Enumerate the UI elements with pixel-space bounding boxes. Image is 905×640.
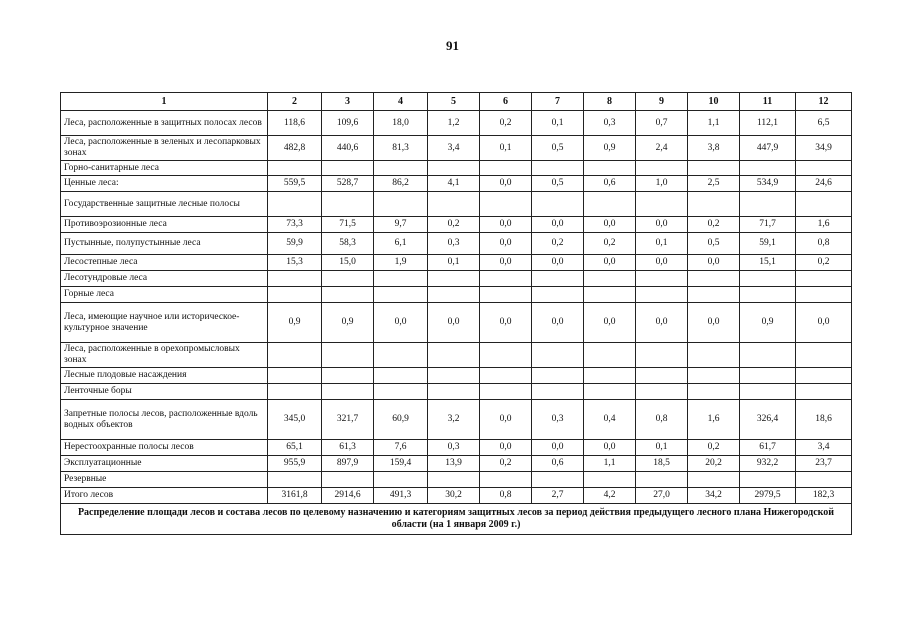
table-cell: 15,3 <box>268 255 322 271</box>
table-cell: 112,1 <box>740 111 796 136</box>
table-cell: 2,5 <box>688 176 740 192</box>
table-cell: 0,0 <box>796 303 852 343</box>
column-header: 5 <box>428 93 480 111</box>
table-cell <box>428 368 480 384</box>
table-row <box>61 384 852 400</box>
table-cell <box>584 287 636 303</box>
table-cell <box>480 472 532 488</box>
table-cell: 0,2 <box>428 217 480 233</box>
table-row <box>61 176 852 192</box>
column-header: 9 <box>636 93 688 111</box>
table-cell <box>636 472 688 488</box>
table-cell: 65,1 <box>268 440 322 456</box>
table-cell: 24,6 <box>796 176 852 192</box>
table-cell <box>428 192 480 217</box>
table-cell <box>688 472 740 488</box>
table-cell: 58,3 <box>322 233 374 255</box>
table-cell: 0,9 <box>740 303 796 343</box>
table-cell: 61,3 <box>322 440 374 456</box>
row-label: Леса, расположенные в зеленых и лесопарковых зонах <box>61 136 268 161</box>
row-label: Горные леса <box>61 287 268 303</box>
table-cell: 0,0 <box>480 303 532 343</box>
table-cell: 0,0 <box>480 233 532 255</box>
table-cell <box>322 384 374 400</box>
table-cell: 0,3 <box>584 111 636 136</box>
table-cell <box>480 343 532 368</box>
row-label: Пустынные, полупустынные леса <box>61 233 268 255</box>
table-cell <box>740 343 796 368</box>
table-cell <box>796 161 852 176</box>
table-row <box>61 368 852 384</box>
table-cell <box>796 384 852 400</box>
table-cell: 0,2 <box>688 217 740 233</box>
table-cell: 0,0 <box>636 303 688 343</box>
table-cell <box>322 472 374 488</box>
table-cell: 0,3 <box>428 440 480 456</box>
table-cell <box>480 384 532 400</box>
table-cell <box>740 161 796 176</box>
table-cell: 0,1 <box>532 111 584 136</box>
row-label: Эксплуатационные <box>61 456 268 472</box>
table-caption: Распределение площади лесов и состава лесов по целевому назначению и категориям защитных лесов за период действия предыдущего лесного плана Нижегородской области (на 1 января 2009 г.) <box>61 504 852 535</box>
table-cell <box>796 343 852 368</box>
table-cell: 1,0 <box>636 176 688 192</box>
table-cell <box>636 368 688 384</box>
table-cell: 60,9 <box>374 400 428 440</box>
table-cell <box>636 287 688 303</box>
table-cell: 1,6 <box>688 400 740 440</box>
table-cell: 81,3 <box>374 136 428 161</box>
table-row <box>61 233 852 255</box>
table-cell <box>322 271 374 287</box>
table-cell: 0,8 <box>796 233 852 255</box>
table-row <box>61 440 852 456</box>
table-cell: 0,5 <box>688 233 740 255</box>
table-cell: 18,0 <box>374 111 428 136</box>
row-label: Резервные <box>61 472 268 488</box>
table-row <box>61 472 852 488</box>
table-cell <box>480 271 532 287</box>
column-header: 1 <box>61 93 268 111</box>
table-cell <box>428 271 480 287</box>
table-cell <box>480 368 532 384</box>
table-cell: 1,9 <box>374 255 428 271</box>
row-label: Итого лесов <box>61 488 268 504</box>
row-label: Леса, расположенные в защитных полосах лесов <box>61 111 268 136</box>
table-cell: 59,9 <box>268 233 322 255</box>
table-cell <box>796 368 852 384</box>
table-cell: 955,9 <box>268 456 322 472</box>
table-cell <box>688 192 740 217</box>
table-cell <box>374 384 428 400</box>
table-cell <box>480 287 532 303</box>
table-cell: 0,0 <box>532 303 584 343</box>
table-cell <box>584 192 636 217</box>
table-cell <box>322 192 374 217</box>
table-cell <box>268 343 322 368</box>
table-cell: 0,2 <box>480 456 532 472</box>
column-header: 12 <box>796 93 852 111</box>
table-cell: 71,7 <box>740 217 796 233</box>
table-cell: 0,0 <box>584 303 636 343</box>
table-cell: 109,6 <box>322 111 374 136</box>
row-label: Противоэрозионные леса <box>61 217 268 233</box>
table-cell: 182,3 <box>796 488 852 504</box>
table-cell: 3,2 <box>428 400 480 440</box>
table-cell: 0,1 <box>636 440 688 456</box>
table-cell <box>322 287 374 303</box>
table-cell: 0,2 <box>688 440 740 456</box>
table-body <box>61 111 852 504</box>
table-cell <box>796 472 852 488</box>
table-cell <box>428 343 480 368</box>
table-cell: 0,1 <box>480 136 532 161</box>
table-row <box>61 488 852 504</box>
table-cell: 2,7 <box>532 488 584 504</box>
table-cell <box>688 161 740 176</box>
table-cell: 13,9 <box>428 456 480 472</box>
table-cell: 0,0 <box>532 440 584 456</box>
table-cell: 0,2 <box>480 111 532 136</box>
table-cell <box>532 368 584 384</box>
table-cell: 326,4 <box>740 400 796 440</box>
table-cell <box>428 287 480 303</box>
table-row <box>61 192 852 217</box>
table-cell <box>740 368 796 384</box>
table-cell <box>268 161 322 176</box>
row-label: Нерестоохранные полосы лесов <box>61 440 268 456</box>
table-cell: 0,0 <box>636 255 688 271</box>
table-cell: 0,0 <box>480 176 532 192</box>
table-cell: 0,5 <box>532 136 584 161</box>
table-cell: 20,2 <box>688 456 740 472</box>
table-cell: 0,0 <box>584 217 636 233</box>
table-cell: 118,6 <box>268 111 322 136</box>
table-cell: 3,4 <box>796 440 852 456</box>
table-cell <box>688 343 740 368</box>
table-cell: 1,1 <box>688 111 740 136</box>
table-cell <box>374 343 428 368</box>
table-cell: 0,5 <box>532 176 584 192</box>
table-cell: 0,6 <box>532 456 584 472</box>
table-cell <box>268 192 322 217</box>
table-cell <box>374 287 428 303</box>
table-cell: 27,0 <box>636 488 688 504</box>
table-cell: 0,0 <box>532 217 584 233</box>
column-header: 11 <box>740 93 796 111</box>
table-cell: 0,7 <box>636 111 688 136</box>
table-cell <box>636 192 688 217</box>
table-cell <box>374 368 428 384</box>
table-cell <box>796 192 852 217</box>
column-header: 6 <box>480 93 532 111</box>
table-cell: 440,6 <box>322 136 374 161</box>
table-row <box>61 271 852 287</box>
table-cell: 321,7 <box>322 400 374 440</box>
table-cell: 2,4 <box>636 136 688 161</box>
table-cell: 0,0 <box>480 400 532 440</box>
row-label: Ленточные боры <box>61 384 268 400</box>
table-cell <box>374 472 428 488</box>
column-header: 10 <box>688 93 740 111</box>
table-cell: 34,9 <box>796 136 852 161</box>
table-cell: 0,1 <box>636 233 688 255</box>
header-row <box>61 93 852 111</box>
forest-area-table <box>60 92 852 535</box>
table-cell <box>532 472 584 488</box>
column-header: 8 <box>584 93 636 111</box>
table-cell <box>428 161 480 176</box>
table-cell <box>322 368 374 384</box>
table-cell: 3,8 <box>688 136 740 161</box>
table-row <box>61 456 852 472</box>
table-cell: 0,2 <box>584 233 636 255</box>
row-label: Запретные полосы лесов, расположенные вдоль водных объектов <box>61 400 268 440</box>
table-cell <box>636 384 688 400</box>
table-cell: 0,0 <box>428 303 480 343</box>
table-cell: 0,9 <box>322 303 374 343</box>
table-cell: 0,0 <box>480 440 532 456</box>
table-cell <box>374 271 428 287</box>
table-cell <box>740 472 796 488</box>
table-cell: 482,8 <box>268 136 322 161</box>
table-cell: 0,2 <box>532 233 584 255</box>
table-cell <box>532 161 584 176</box>
table-cell <box>584 343 636 368</box>
table-cell: 0,9 <box>268 303 322 343</box>
table-cell <box>374 192 428 217</box>
table-cell <box>584 271 636 287</box>
table-cell <box>268 384 322 400</box>
column-header: 2 <box>268 93 322 111</box>
table-cell <box>584 384 636 400</box>
table-cell: 3161,8 <box>268 488 322 504</box>
table-cell: 86,2 <box>374 176 428 192</box>
table-cell: 447,9 <box>740 136 796 161</box>
table-cell <box>688 368 740 384</box>
table-row <box>61 400 852 440</box>
table-cell: 4,1 <box>428 176 480 192</box>
table-cell: 73,3 <box>268 217 322 233</box>
table-cell: 0,9 <box>584 136 636 161</box>
table-cell: 0,6 <box>584 176 636 192</box>
table-cell <box>322 161 374 176</box>
row-label: Лесостепные леса <box>61 255 268 271</box>
table-cell: 0,4 <box>584 400 636 440</box>
table-cell: 528,7 <box>322 176 374 192</box>
column-header: 7 <box>532 93 584 111</box>
table-cell: 1,1 <box>584 456 636 472</box>
row-label: Горно-санитарные леса <box>61 161 268 176</box>
table-cell: 1,6 <box>796 217 852 233</box>
column-header: 3 <box>322 93 374 111</box>
table-cell: 0,0 <box>374 303 428 343</box>
table-cell: 15,0 <box>322 255 374 271</box>
table-cell <box>480 192 532 217</box>
table-cell: 0,0 <box>480 217 532 233</box>
table-cell <box>268 368 322 384</box>
table-row <box>61 287 852 303</box>
table-cell: 9,7 <box>374 217 428 233</box>
table-cell: 34,2 <box>688 488 740 504</box>
table-cell: 345,0 <box>268 400 322 440</box>
table-cell: 6,5 <box>796 111 852 136</box>
table-cell <box>374 161 428 176</box>
table-cell: 30,2 <box>428 488 480 504</box>
table-cell <box>740 271 796 287</box>
row-label: Ценные леса: <box>61 176 268 192</box>
table-cell: 932,2 <box>740 456 796 472</box>
table-cell <box>584 472 636 488</box>
table-cell: 1,2 <box>428 111 480 136</box>
table-cell: 0,8 <box>636 400 688 440</box>
table-cell <box>428 472 480 488</box>
table-cell <box>322 343 374 368</box>
table-cell: 159,4 <box>374 456 428 472</box>
table-cell: 534,9 <box>740 176 796 192</box>
table-row <box>61 161 852 176</box>
table-cell <box>796 271 852 287</box>
table-row <box>61 217 852 233</box>
table-row <box>61 343 852 368</box>
row-label: Государственные защитные лесные полосы <box>61 192 268 217</box>
table-cell <box>688 271 740 287</box>
table-cell: 15,1 <box>740 255 796 271</box>
table-cell: 559,5 <box>268 176 322 192</box>
table-cell: 2979,5 <box>740 488 796 504</box>
table-cell <box>636 271 688 287</box>
table-cell: 2914,6 <box>322 488 374 504</box>
table-cell: 23,7 <box>796 456 852 472</box>
table-row <box>61 136 852 161</box>
table-cell: 0,8 <box>480 488 532 504</box>
table-cell <box>268 287 322 303</box>
table-row <box>61 111 852 136</box>
table-cell: 0,0 <box>480 255 532 271</box>
table-cell: 18,5 <box>636 456 688 472</box>
table-cell <box>532 287 584 303</box>
table-cell: 59,1 <box>740 233 796 255</box>
row-label: Лесотундровые леса <box>61 271 268 287</box>
table-cell: 897,9 <box>322 456 374 472</box>
table-cell: 491,3 <box>374 488 428 504</box>
table-cell <box>532 343 584 368</box>
column-header: 4 <box>374 93 428 111</box>
table-cell <box>796 287 852 303</box>
table-row <box>61 303 852 343</box>
table-cell <box>740 287 796 303</box>
table-cell: 0,2 <box>796 255 852 271</box>
table-cell <box>532 384 584 400</box>
table-cell: 0,0 <box>688 255 740 271</box>
table-cell <box>532 271 584 287</box>
table-cell <box>688 287 740 303</box>
table-cell <box>740 192 796 217</box>
table-row <box>61 255 852 271</box>
table-cell: 0,0 <box>532 255 584 271</box>
table-cell: 18,6 <box>796 400 852 440</box>
table-cell: 0,3 <box>428 233 480 255</box>
table-cell: 0,0 <box>688 303 740 343</box>
table-cell <box>268 472 322 488</box>
table-cell <box>636 161 688 176</box>
table-cell <box>584 161 636 176</box>
row-label: Лесные плодовые насаждения <box>61 368 268 384</box>
table-cell: 6,1 <box>374 233 428 255</box>
table-cell <box>268 271 322 287</box>
table-cell: 71,5 <box>322 217 374 233</box>
table-cell: 0,1 <box>428 255 480 271</box>
row-label: Леса, имеющие научное или историческое-культурное значение <box>61 303 268 343</box>
table-cell <box>584 368 636 384</box>
table-cell <box>532 192 584 217</box>
row-label: Леса, расположенные в орехопромысловых зонах <box>61 343 268 368</box>
table-cell <box>636 343 688 368</box>
table-cell <box>688 384 740 400</box>
page-number: 91 <box>446 38 459 53</box>
table-cell: 61,7 <box>740 440 796 456</box>
table-cell: 0,0 <box>636 217 688 233</box>
table-cell <box>740 384 796 400</box>
caption-row <box>61 504 852 535</box>
table-cell <box>480 161 532 176</box>
table-cell: 0,3 <box>532 400 584 440</box>
table-cell: 0,0 <box>584 440 636 456</box>
table-cell <box>428 384 480 400</box>
table-cell: 7,6 <box>374 440 428 456</box>
table-cell: 4,2 <box>584 488 636 504</box>
table-cell: 0,0 <box>584 255 636 271</box>
table-cell: 3,4 <box>428 136 480 161</box>
